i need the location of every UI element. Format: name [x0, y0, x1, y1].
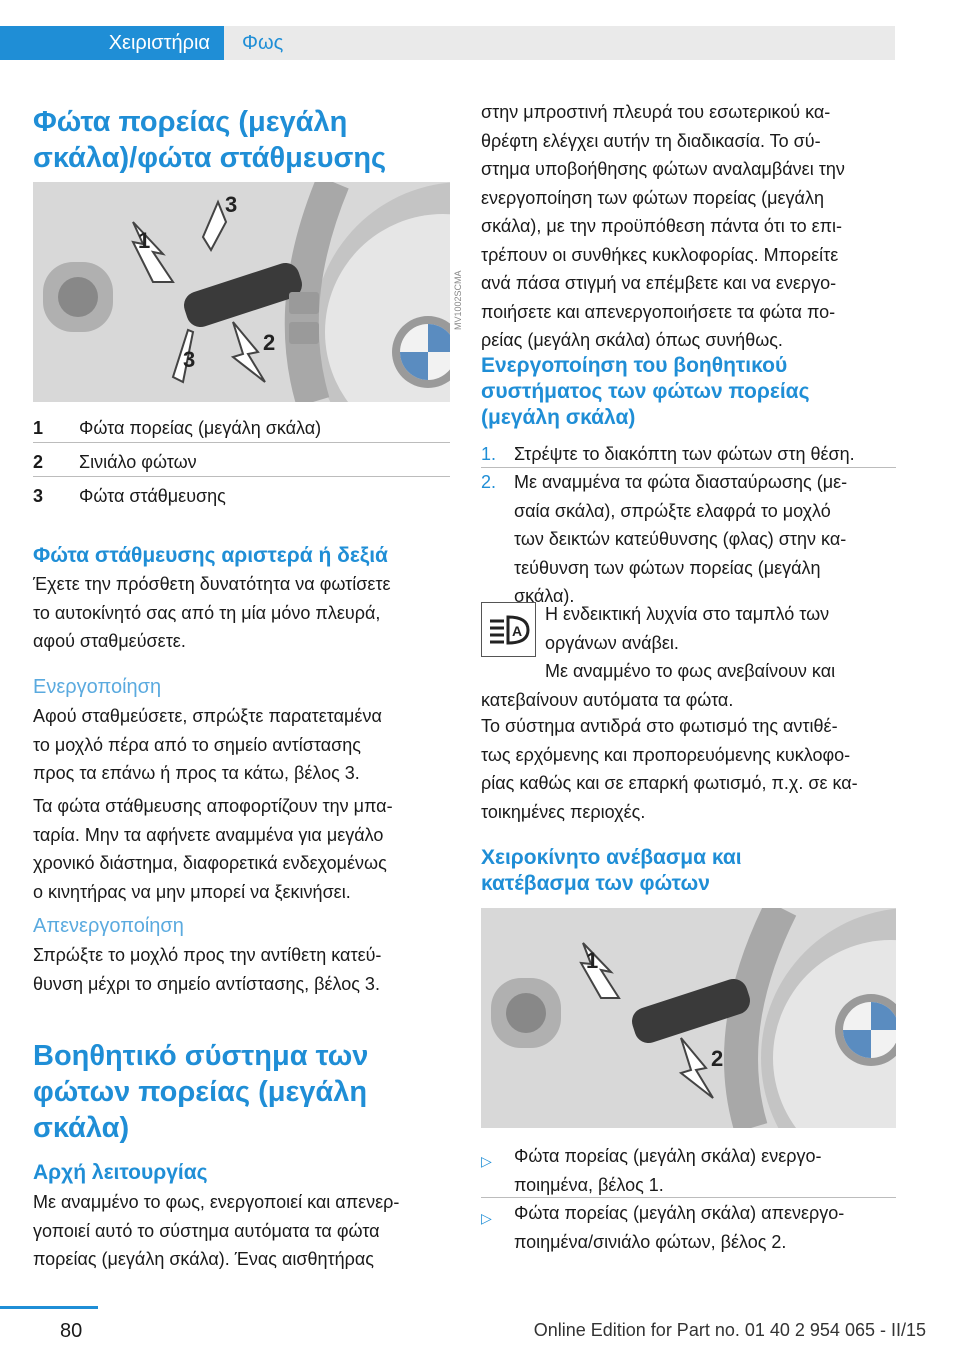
stalk-figure-1 — [33, 182, 450, 402]
text-line: το μοχλό πέρα από το σημείο αντίστασης — [33, 734, 361, 755]
step-text — [514, 468, 847, 611]
svg-text:2: 2 — [263, 330, 276, 355]
paragraph-deactivation — [33, 941, 381, 998]
text-line: Σπρώξτε το μοχλό προς την αντίθετη κατεύ‐ — [33, 945, 382, 965]
text-line: ταρία. Μην τα αφήνετε αναμμένα για μεγάλο — [33, 824, 384, 845]
text-line: ποιημένα, βέλος 1. — [514, 1174, 664, 1195]
legend-number: 3 — [33, 486, 44, 506]
svg-text:1: 1 — [586, 948, 599, 973]
text-line: ανά πάσα στιγμή να επέμβετε και να ενεργο‐ — [481, 273, 837, 293]
text-line: ενεργοποίηση των φώτων πορείας (μεγάλη — [481, 187, 824, 208]
figure-code: MV1002SCMA — [453, 270, 463, 330]
text-line: ποιημένα/σινιάλο φώτων, βέλος 2. — [514, 1231, 787, 1252]
text-line: χρονικό διάστημα, διαφορετικά ενδεχομένως — [33, 853, 387, 873]
paragraph-indicator — [545, 600, 829, 657]
heading-line: (μεγάλη σκάλα) — [481, 406, 636, 429]
step-number: 2. — [481, 472, 497, 492]
svg-text:A: A — [512, 623, 523, 639]
heading-line: Ενεργοποίηση του βοηθητικού — [481, 354, 788, 377]
heading-deactivation: Απενεργοποίηση — [33, 915, 184, 937]
legend-item — [33, 482, 450, 510]
steering-stalk-illustration — [33, 182, 450, 402]
paragraph-parking — [33, 570, 391, 656]
legend-text: Φώτα στάθμευσης — [79, 486, 226, 506]
step-text: Στρέψτε το διακόπτη των φώτων στη θέση. — [514, 444, 855, 464]
text-line: το αυτοκίνητό σας από τη μία μόνο πλευρά, — [33, 602, 381, 623]
heading-line: Χειροκίνητο ανέβασμα και — [481, 846, 742, 869]
steering-stalk-illustration — [481, 908, 896, 1128]
paragraph-auto — [481, 657, 896, 714]
title-line: Φώτα πορείας (μεγάλη — [33, 106, 348, 138]
heading-line: συστήματος των φώτων πορείας — [481, 380, 810, 403]
text-line: ποιήσετε και απενεργοποιήσετε τα φώτα πο‐ — [481, 301, 836, 322]
legend-item — [33, 448, 450, 476]
text-line: τως ερχόμενης και προπορευόμενης κυκλοφο‐ — [481, 744, 851, 765]
paragraph-battery — [33, 792, 393, 906]
text-line: σκάλα). — [514, 586, 575, 606]
svg-text:2: 2 — [711, 1046, 724, 1071]
text-line: Με αναμμένο το φως, ενεργοποιεί και απενερ‐ — [33, 1192, 400, 1212]
text-line: κατεβαίνουν αυτόματα τα φώτα. — [481, 689, 734, 710]
triangle-bullet-icon: ▷ — [481, 1153, 492, 1169]
text-line: σκάλα), με την προϋπόθεση πάντα ότι το επι‐ — [481, 216, 843, 236]
footer-accent-line — [0, 1306, 98, 1309]
heading-activation: Ενεργοποίηση — [33, 676, 162, 698]
section-title-high-beam-assistant — [33, 1038, 368, 1146]
svg-text:1: 1 — [138, 228, 151, 253]
text-line: θυνση μέχρι το σημείο αντίστασης, βέλος 3. — [33, 973, 380, 994]
paragraph-principle — [33, 1188, 399, 1274]
text-line: οργάνων ανάβει. — [545, 632, 679, 653]
bullet-text — [514, 1142, 821, 1199]
tab-controls[interactable]: Χειριστήρια — [0, 26, 224, 60]
text-line: γοποιεί αυτό το σύστημα αυτόματα τα φώτα — [33, 1220, 380, 1241]
text-line: Το σύστημα αντιδρά στο φωτισμό της αντιθέ‐ — [481, 716, 838, 736]
text-line: Αφού σταθμεύσετε, σπρώξτε παρατεταμένα — [33, 706, 382, 726]
legend-text: Φώτα πορείας (μεγάλη σκάλα) — [79, 418, 322, 438]
title-line: φώτων πορείας (μεγάλη — [33, 1076, 368, 1108]
text-line: των δεικτών κατεύθυνσης (φλας) στην κα‐ — [514, 529, 847, 549]
text-line: στημα υποβοήθησης φώτων αναλαμβάνει την — [481, 159, 845, 179]
text-line: ο κινητήρας να μην μπορεί να ξεκινήσει. — [33, 881, 351, 902]
text-line: αφού σταθμεύσετε. — [33, 631, 186, 651]
heading-parking-side: Φώτα στάθμευσης αριστερά ή δεξιά — [33, 544, 388, 567]
paragraph-continued — [481, 98, 845, 355]
divider — [33, 476, 450, 477]
text-line: προς τα επάνω ή προς τα κάτω, βέλος 3. — [33, 763, 360, 783]
legend-text: Σινιάλο φώτων — [79, 452, 197, 472]
stalk-figure-2 — [481, 908, 896, 1128]
edition-footer: Online Edition for Part no. 01 40 2 954 065 - II/15 — [533, 1320, 926, 1340]
text-line: Έχετε την πρόσθετη δυνατότητα να φωτίσετε — [33, 574, 391, 594]
text-line: πορείας (μεγάλη σκάλα). Ένας αισθητήρας — [33, 1249, 374, 1269]
text-line: Με αναμμένο το φως ανεβαίνουν και — [545, 661, 836, 681]
text-line: Τα φώτα στάθμευσης αποφορτίζουν την μπα‐ — [33, 796, 393, 816]
paragraph-activation — [33, 702, 382, 788]
text-line: Με αναμμένα τα φώτα διασταύρωσης (με‐ — [514, 472, 848, 492]
text-line: τρέπουν οι συνθήκες κυκλοφορίας. Μπορείτε — [481, 244, 839, 265]
tab-lights[interactable]: Φως — [224, 26, 895, 60]
text-line: τοικημένες περιοχές. — [481, 801, 646, 822]
heading-manual — [481, 845, 742, 897]
divider — [481, 1197, 896, 1198]
svg-text:3: 3 — [225, 192, 238, 217]
legend-number: 2 — [33, 452, 44, 472]
text-line: ρείας (μεγάλη σκάλα) όπως συνήθως. — [481, 330, 783, 350]
legend-item — [33, 414, 450, 442]
legend-number: 1 — [33, 418, 44, 438]
bullet-text — [514, 1199, 844, 1256]
text-line: Η ενδεικτική λυχνία στο ταμπλό των — [545, 604, 830, 624]
section-title-high-beam — [33, 104, 386, 176]
text-line: σαία σκάλα), σπρώξτε ελαφρά το μοχλό — [514, 500, 831, 521]
text-line: Φώτα πορείας (μεγάλη σκάλα) ενεργο‐ — [514, 1146, 822, 1166]
paragraph-reaction — [481, 712, 858, 826]
header-tabs — [0, 26, 895, 60]
text-line: στην μπροστινή πλευρά του εσωτερικού κα‐ — [481, 102, 831, 122]
text-line: θρέφτη ελέγχει αυτήν τη διαδικασία. Το σύ‐ — [481, 130, 821, 151]
divider — [33, 442, 450, 443]
heading-activate-assistant — [481, 353, 809, 431]
title-line: σκάλα) — [33, 1112, 130, 1144]
heading-line: κατέβασμα των φώτων — [481, 872, 710, 895]
triangle-bullet-icon: ▷ — [481, 1210, 492, 1226]
page-number: 80 — [60, 1320, 83, 1342]
svg-text:3: 3 — [183, 347, 196, 372]
text-line: ρίας καθώς και σε επαρκή φωτισμό, π.χ. σε κα‐ — [481, 773, 858, 793]
title-line: σκάλα)/φώτα στάθμευσης — [33, 142, 387, 174]
step-number: 1. — [481, 444, 497, 464]
high-beam-assistant-indicator-icon — [481, 602, 536, 657]
text-line: Φώτα πορείας (μεγάλη σκάλα) απενεργο‐ — [514, 1203, 845, 1223]
text-line: τεύθυνση των φώτων πορείας (μεγάλη — [514, 557, 821, 578]
title-line: Βοηθητικό σύστημα των — [33, 1040, 369, 1072]
heading-principle: Αρχή λειτουργίας — [33, 1161, 208, 1184]
